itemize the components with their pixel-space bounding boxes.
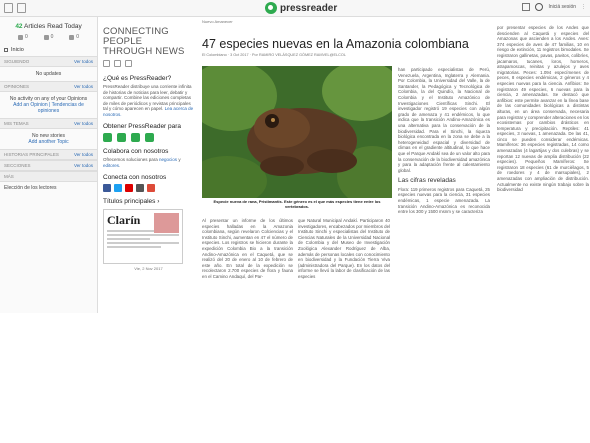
social-icons bbox=[103, 184, 194, 192]
colabora-body: Ofrecemos soluciones para negocios y editores. bbox=[103, 157, 181, 168]
newspaper-date: Vie, 2 Nov 2017 bbox=[134, 266, 163, 271]
twitter-icon[interactable] bbox=[114, 184, 122, 192]
sidebar-item-eleccion[interactable]: Elección de los lectores bbox=[4, 185, 57, 191]
section-siguiendo: SIGUIENDO Ver todos bbox=[0, 56, 97, 67]
promo-icons bbox=[103, 60, 194, 67]
home-icon bbox=[4, 48, 8, 52]
article-subhead: Las cifras reveladas bbox=[398, 177, 456, 185]
add-topic-link[interactable]: Add another Topic bbox=[28, 139, 69, 145]
pressreader-logo-icon bbox=[265, 2, 277, 14]
sidebar-toggle-icon[interactable] bbox=[4, 3, 13, 13]
bookmark-icon[interactable] bbox=[125, 60, 132, 67]
blackberry-icon[interactable] bbox=[145, 133, 154, 142]
article-headline: 47 especies nuevas en la Amazonia colombiana bbox=[202, 37, 469, 51]
wordpress-icon[interactable] bbox=[136, 184, 144, 192]
top-bar bbox=[0, 0, 590, 17]
newspaper-thumbnail[interactable] bbox=[103, 209, 183, 264]
stat-articles[interactable]: 0 bbox=[18, 34, 28, 40]
publication-label[interactable]: Nuevo Amanecer bbox=[202, 19, 233, 24]
editores-link[interactable]: editores bbox=[103, 162, 120, 168]
stat-comments[interactable]: 0 bbox=[69, 34, 79, 40]
platform-icons bbox=[103, 133, 194, 142]
conecta-heading: Conecta con nosotros bbox=[103, 174, 167, 181]
facebook-icon[interactable] bbox=[103, 184, 111, 192]
titulos-heading[interactable]: Títulos principales › bbox=[103, 198, 160, 205]
thumbs-up-icon bbox=[44, 35, 49, 40]
apple-icon[interactable] bbox=[103, 133, 112, 142]
what-is-heading: ¿Qué es PressReader? bbox=[103, 75, 172, 82]
articles-count: 42 bbox=[15, 23, 23, 30]
empty-area bbox=[0, 313, 590, 443]
article-byline: El Colombiano · 3 Oct 2017 · Por RAMIRO VELÁSQUEZ GÓMEZ RAMVEL@ELCOL bbox=[202, 53, 346, 57]
articles-read-today bbox=[0, 17, 97, 32]
comment-icon bbox=[69, 35, 74, 40]
section-opiniones: OPINIONES Ver todos bbox=[0, 81, 97, 92]
mis-temas-body: No new stories Add another Topic bbox=[0, 129, 97, 149]
section-mas[interactable]: MÁS bbox=[0, 171, 97, 182]
brand-logo[interactable] bbox=[265, 2, 337, 14]
stats-row bbox=[0, 32, 97, 44]
siguiendo-body: No updates bbox=[35, 71, 62, 77]
left-sidebar bbox=[0, 17, 98, 313]
print-icon[interactable] bbox=[103, 60, 110, 67]
ver-todos-link[interactable]: Ver todos bbox=[73, 84, 93, 89]
window-controls bbox=[4, 3, 26, 13]
obtener-heading: Obtener PressReader para bbox=[103, 123, 182, 130]
share-icon[interactable] bbox=[114, 60, 121, 67]
windows-icon[interactable] bbox=[131, 133, 140, 142]
article-column-3: han participado especialistas de Perú, Venezuela, Argentina, Inglaterra y Alemania. Por Colombia, la Universidad del Valle, la de Santander, la Pedagógica y Tecnológica de Colombia, la del Quindío, la Nacional de Colombia y el Instituto Amazónico de Investigaciones Científicas Sinchi. El investigador registró 19 especies con algún grado de amenaza y 41 endémicos, lo que indica que la transición Andino-Amazónica es una alternativa para la conservación de la biodiversidad. Para el Sinchi, la riqueza biológica encontrada en la zona se debe a la heterogeneidad espacial y diversidad de climas en el gradiente altitudinal, lo que hace que el Parque Andakí sea de un valor alto para la conservación de la biodiversidad amazónica y para la adaptación frente al calentamiento global. Las cifras reveladas Flora: 119 primeros registros para Caquetá, 25 especies nuevas para la ciencia, 31 especies endémicas, 1 especie amenazada. La transición Andino-Amazónica es reconocida entre los 300 y 1500 msnm y se caracteriza bbox=[398, 67, 490, 215]
newspaper-masthead: Clarín bbox=[107, 213, 141, 227]
document-icon bbox=[18, 35, 23, 40]
promo-title: CONNECTING PEOPLE THROUGH NEWS bbox=[103, 26, 185, 57]
layout-icon[interactable] bbox=[17, 3, 26, 13]
article-column-4: por presentar especies de los Andes que descienden al Caquetá y especies del Amazonas que ascienden a los Andes. Aves: 374 especies de aves de 47 familias, 10 en riesgo de extinción, 11 registros bimodales. Se registraron gallinetas, pavas, pavitos, colibríes, jacamaros, tucanes, loros, horneros, atrapamoscas, reinitas y azulejos y aves migratorias. Peces: 1.094 especímenes de peces, 8 especies endémicas, 2 géneros y 4 especies nuevas para la ciencia. Anfibios: Se registraron 49 especies, 6 nuevas para la ciencia, 2 amenazadas. Se destacó que anfibios: este permite avanzar en la línea base de las comunidades biológicas a distintas alturas, en un área conservada, necesaria para registrar y comprender alteraciones en los ecosistemas por cambios drásticos en temperatura y precipitación. Reptiles: 41 especies, 3 nuevas, 1 amenazada. De las 41, cinco se pueden considerar endémicas. Mamíferos: 36 especies registradas, 14 como amenazadas (4 lagartijas y dos culebras) y se reportan 12 nuevas de amplia distribución (22 especies). Pequeños Mamíferos: Se registraron 18 especies (61 de murciélagos, 5 de roedores y 4 de marsupiales), 2 amenazadas con ampliación de distribución. Actualmente no existe ningún trabajo sobre la biodiversidad bbox=[497, 25, 590, 193]
article bbox=[200, 17, 590, 313]
article-photo[interactable] bbox=[202, 66, 392, 198]
section-historias-principales[interactable]: HISTORIAS PRINCIPALES Ver todos bbox=[0, 149, 97, 160]
colabora-heading: Colabora con nosotros bbox=[103, 148, 169, 155]
chevron-right-icon: › bbox=[157, 198, 160, 205]
brand-name: pressreader bbox=[280, 2, 338, 14]
more-icon[interactable]: ⋮ bbox=[581, 4, 586, 10]
section-mis-temas: MIS TEMAS Ver todos bbox=[0, 118, 97, 129]
android-icon[interactable] bbox=[117, 133, 126, 142]
google-plus-icon[interactable] bbox=[147, 184, 155, 192]
opiniones-body: No activity on any of your Opinions Add an Opinion | Tendencias de opiniones bbox=[0, 92, 97, 118]
add-opinion-link[interactable]: Add an Opinion | Tendencias de opiniones bbox=[13, 102, 84, 114]
sidebar-item-inicio[interactable]: Inicio bbox=[0, 44, 97, 56]
bookmark-icon[interactable] bbox=[522, 3, 530, 11]
section-secciones[interactable]: SECCIONES Ver todos bbox=[0, 160, 97, 171]
ver-todos-link[interactable]: Ver todos bbox=[73, 121, 93, 126]
promo-column bbox=[100, 17, 197, 313]
ver-todos-link[interactable]: Ver todos bbox=[73, 163, 93, 168]
stat-likes[interactable]: 0 bbox=[44, 34, 54, 40]
signin-link[interactable]: Iniciá sesión bbox=[548, 4, 576, 10]
negocios-link[interactable]: negocios bbox=[159, 157, 178, 162]
article-column-1: Al presentar un informe de los últimos especies halladas en la Amazonia colombiana, según revelaron Colciencias y el Instituto Sinchi, aumentan en 47 el número de especies. Los registros se hicieron durante la expedición Colombia Bio a la transición Andino-Amazónica en el Caquetá, que se realizó del 20 de enero al 10 de febrero de este año. En total de la expedición se recolectaron 2.700 especies de flora y fauna en el Camino Andaquí, del Par- bbox=[202, 218, 293, 279]
about-us-link[interactable]: Lea acerca de nosotros. bbox=[103, 106, 194, 117]
what-is-body: PressReader distribuye una corriente infinita de historias de noticias para leer, debatir y compartir. Combine las ediciones completas de miles de periódicos y revistas principales tal y cómo aparecen en papel. Lea acerca de nosotros. bbox=[103, 84, 194, 117]
ver-todos-link[interactable]: Ver todos bbox=[73, 59, 93, 64]
ver-todos-link[interactable]: Ver todos bbox=[73, 152, 93, 157]
settings-icon[interactable] bbox=[535, 3, 543, 11]
top-right-controls bbox=[522, 3, 586, 11]
articles-label: Articles Read Today bbox=[24, 23, 82, 30]
article-column-2: que Natural Municipal Andakí. Participaron 40 investigadores, encabezados por miembros del Instituto Sinchi y especialistas del Instituto de Ciencias Naturales de la Universidad Nacional de Colombia y del Museo de Investigación Zoológica Alexander Rodríguez de Alba, además de personas locales con conocimiento en biodiversidad y la Fundación Tierra Viva (administradora del Parque). En los datos del informe se llevó la labor de clasificación de las especies bbox=[298, 218, 391, 279]
youtube-icon[interactable] bbox=[125, 184, 133, 192]
photo-caption: Especie nueva de rana, Pristimantis. Este género es el que más especies tiene entre los vertebrados. bbox=[213, 199, 381, 209]
newspaper-photo bbox=[154, 213, 179, 233]
